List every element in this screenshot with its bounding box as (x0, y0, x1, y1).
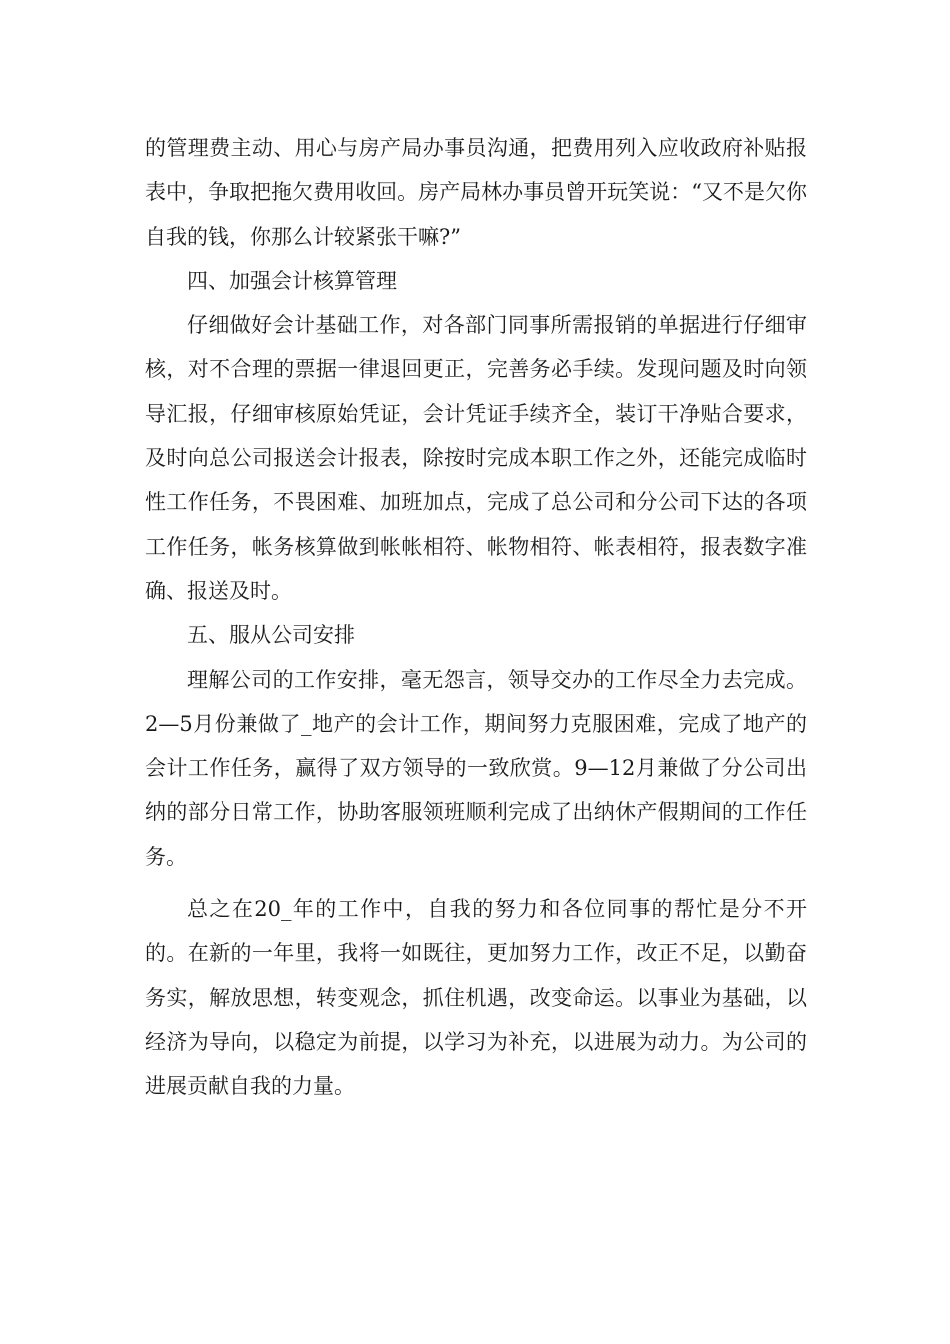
conclusion-paragraph: 总之在20_年的工作中，自我的努力和各位同事的帮忙是分不开的。在新的一年里，我将一如既往，更加努力工作，改正不足，以勤奋务实，解放思想，转变观念，抓住机遇，改变命运。以事业为基础，以经济为导向，以稳定为前提，以学习为补充，以进展为动力。为公司的进展贡献自我的力量。 (145, 897, 807, 1099)
document-body (145, 126, 807, 1109)
section-heading-accounting: 四、加强会计核算管理 (187, 268, 397, 293)
section-body-accounting: 仔细做好会计基础工作，对各部门同事所需报销的单据进行仔细审核，对不合理的票据一律退回更正，完善务必手续。发现问题及时向领导汇报，仔细审核原始凭证，会计凭证手续齐全，装订干净贴合要求，及时向总公司报送会计报表，除按时完成本职工作之外，还能完成临时性工作任务，不畏困难、加班加点，完成了总公司和分公司下达的各项工作任务，帐务核算做到帐帐相符、帐物相符、帐表相符，报表数字准确、报送及时。 (145, 313, 807, 603)
section-body-company-arrangement: 理解公司的工作安排，毫无怨言，领导交办的工作尽全力去完成。2—5月份兼做了_地产的会计工作，期间努力克服困难，完成了地产的会计工作任务，赢得了双方领导的一致欣赏。9—12月兼做了分公司出纳的部分日常工作，协助客服领班顺利完成了出纳休产假期间的工作任务。 (145, 667, 807, 869)
continuation-paragraph: 的管理费主动、用心与房产局办事员沟通，把费用列入应收政府补贴报表中，争取把拖欠费用收回。房产局林办事员曾开玩笑说：“又不是欠你自我的钱，你那么计较紧张干嘛?” (145, 136, 807, 249)
section-heading-company-arrangement: 五、服从公司安排 (187, 623, 355, 648)
